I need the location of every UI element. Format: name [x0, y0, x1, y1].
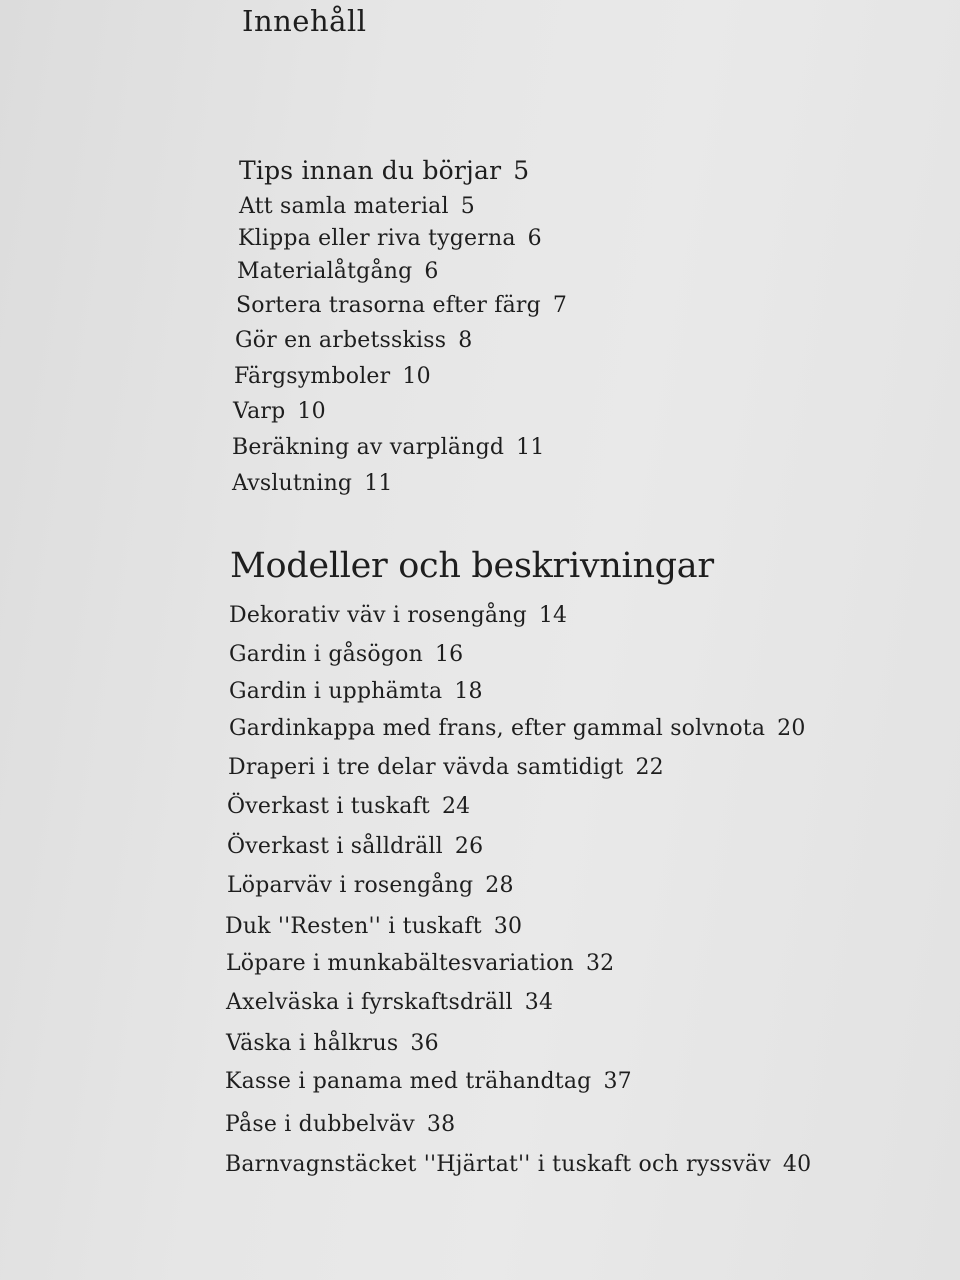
toc-entry — [234, 364, 431, 389]
toc-entry-page: 11 — [516, 435, 545, 460]
toc-entry-text: Påse i dubbelväv — [225, 1112, 415, 1137]
toc-entry-text: Färgsymboler — [234, 364, 391, 389]
toc-entry — [227, 834, 483, 859]
toc-entry-page: 38 — [426, 1112, 456, 1137]
toc-entry-text: Duk ''Resten'' i tuskaft — [225, 914, 482, 939]
toc-entry-text: Beräkning av varplängd — [232, 435, 505, 460]
toc-entry-text: Tips innan du börjar — [239, 156, 502, 185]
toc-entry-page: 37 — [603, 1069, 632, 1094]
toc-entry — [229, 716, 806, 741]
toc-entry-page: 30 — [493, 914, 523, 939]
toc-entry-page: 22 — [635, 755, 664, 780]
page-title: Innehåll — [242, 4, 367, 38]
toc-entry-page: 8 — [458, 328, 473, 353]
toc-entry — [226, 951, 614, 976]
toc-entry — [227, 794, 470, 819]
toc-entry-page: 14 — [538, 603, 568, 628]
toc-entry-text: Löpare i munkabältesvariation — [226, 951, 574, 976]
toc-entry — [229, 642, 463, 667]
toc-entry-page: 40 — [782, 1152, 812, 1177]
toc-entry-page: 28 — [485, 873, 514, 898]
toc-entry — [229, 603, 567, 628]
toc-entry-text: Varp — [233, 399, 286, 424]
toc-entry — [225, 914, 522, 939]
toc-entry-text: Gör en arbetsskiss — [235, 328, 447, 353]
toc-entry-page: 10 — [402, 364, 431, 389]
toc-entry-page: 6 — [527, 226, 542, 251]
toc-entry — [237, 259, 439, 284]
toc-entry-page: 20 — [777, 716, 806, 741]
toc-entry-page: 32 — [585, 951, 615, 976]
toc-entry — [238, 226, 542, 251]
toc-entry — [235, 328, 472, 353]
toc-entry-text: Löparväv i rosengång — [227, 873, 474, 898]
toc-entry-text: Dekorativ väv i rosengång — [229, 603, 527, 628]
toc-entry-page: 6 — [424, 259, 439, 284]
toc-entry-text: Gardin i upphämta — [229, 679, 443, 704]
toc-entry — [225, 1112, 455, 1137]
toc-entry-text: Överkast i sålldräll — [227, 834, 443, 859]
toc-entry-page: 24 — [441, 794, 471, 819]
toc-entry — [225, 1069, 632, 1094]
toc-entry-text: Barnvagnstäcket ''Hjärtat'' i tuskaft och ryssväv — [225, 1152, 771, 1177]
toc-entry — [233, 399, 326, 424]
toc-entry-page: 34 — [524, 990, 554, 1015]
toc-entry — [239, 194, 475, 219]
toc-entry — [228, 755, 664, 780]
toc-entry-page: 36 — [410, 1031, 439, 1056]
toc-entry-page: 5 — [460, 194, 475, 219]
toc-entry-text: Materialåtgång — [237, 259, 413, 284]
toc-entry — [236, 293, 567, 318]
toc-entry-text: Kasse i panama med trähandtag — [225, 1069, 592, 1094]
toc-entry-page: 10 — [297, 399, 326, 424]
toc-entry-lead — [239, 156, 529, 185]
section-heading: Modeller och beskrivningar — [230, 546, 714, 586]
toc-entry-page: 16 — [434, 642, 464, 667]
toc-entry — [227, 873, 514, 898]
toc-entry-page: 26 — [454, 834, 484, 859]
toc-entry-page: 18 — [454, 679, 483, 704]
toc-entry-text: Klippa eller riva tygerna — [238, 226, 516, 251]
toc-entry-text: Draperi i tre delar vävda samtidigt — [228, 755, 624, 780]
toc-entry-text: Sortera trasorna efter färg — [236, 293, 541, 318]
toc-entry-text: Axelväska i fyrskaftsdräll — [226, 990, 513, 1015]
toc-entry-page: 11 — [364, 471, 393, 496]
toc-entry — [226, 990, 553, 1015]
toc-entry — [232, 435, 545, 460]
toc-entry-page: 7 — [552, 293, 568, 318]
toc-entry — [229, 679, 483, 704]
toc-entry-text: Gardin i gåsögon — [229, 642, 423, 667]
toc-entry — [225, 1152, 811, 1177]
toc-entry-text: Gardinkappa med frans, efter gammal solvnota — [229, 716, 766, 741]
toc-entry-text: Väska i hålkrus — [226, 1031, 399, 1056]
toc-entry-text: Överkast i tuskaft — [227, 794, 430, 819]
toc-entry — [226, 1031, 439, 1056]
toc-entry-page: 5 — [513, 156, 530, 185]
toc-entry — [232, 471, 393, 496]
toc-entry-text: Avslutning — [232, 471, 353, 496]
toc-entry-text: Att samla material — [239, 194, 449, 219]
